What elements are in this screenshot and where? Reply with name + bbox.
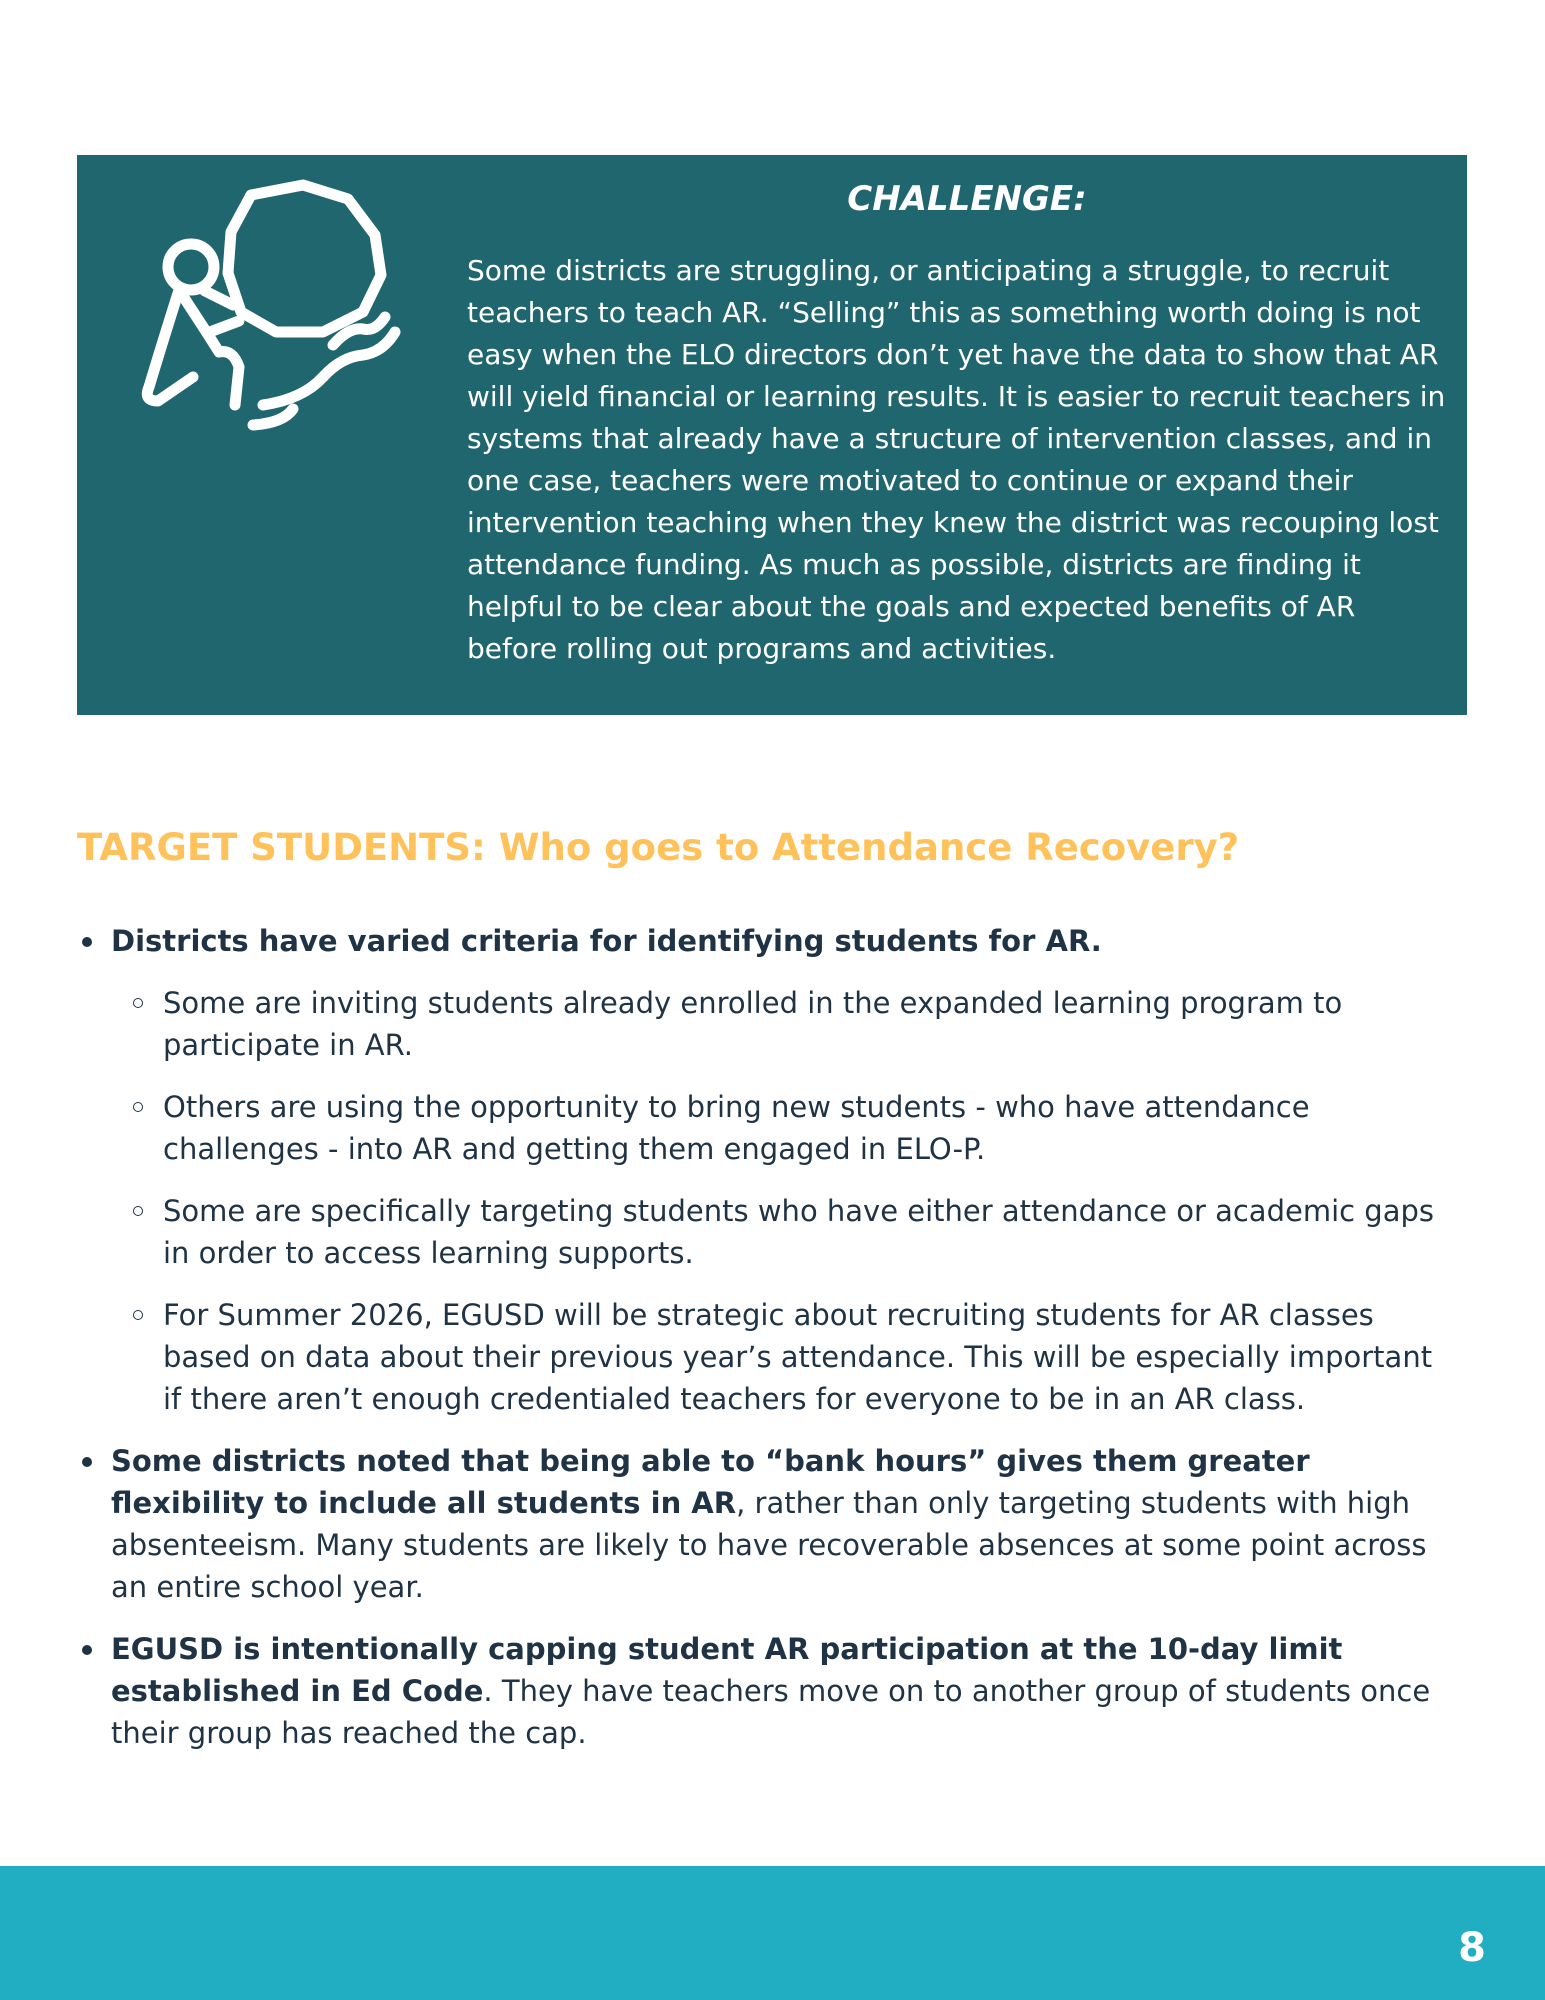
person-pushing-boulder-icon	[113, 177, 443, 447]
list-item	[77, 1628, 1457, 1754]
list-item	[77, 920, 1457, 1420]
list-item-bold: EGUSD is intentionally capping student AR participation at the 10-day limit established in Ed Code	[111, 1632, 1343, 1708]
list-item-text: , rather than only targeting students with high absenteeism. Many students are likely to have recoverable absences at some point across an entire school year.	[111, 1486, 1427, 1604]
list-item-bold: Some districts noted that being able to “bank hours” gives them greater flexibility to include all students in AR	[111, 1444, 1310, 1520]
challenge-box	[77, 155, 1467, 715]
section-heading: TARGET STUDENTS: Who goes to Attendance Recovery?	[77, 826, 1240, 869]
target-students-list	[77, 920, 1457, 1774]
challenge-title: CHALLENGE:	[847, 179, 1087, 219]
sub-list-item: Some are specifically targeting students who have either attendance or academic gaps in order to access learning supports.	[111, 1190, 1457, 1274]
footer-bar	[0, 1866, 1545, 2000]
sub-list	[111, 982, 1457, 1420]
challenge-body: Some districts are struggling, or anticipating a struggle, to recruit teachers to teach AR. “Selling” this as something worth doing is not easy when the ELO directors don’t yet have the data to show that AR will yield financial or learning results. It is easier to recruit teachers in systems that already have a structure of intervention classes, and in one case, teachers were motivated to continue or expand their intervention teaching when they knew the district was recouping lost attendance funding. As much as possible, districts are finding it helpful to be clear about the goals and expected benefits of AR before rolling out programs and activities.	[467, 254, 1446, 665]
list-item-text: . They have teachers move on to another group of students once their group has reached the cap.	[111, 1674, 1431, 1750]
list-item	[77, 1440, 1457, 1608]
sub-list-item: For Summer 2026, EGUSD will be strategic about recruiting students for AR classes based on data about their previous year’s attendance. This will be especially important if there aren’t enough credentialed teachers for everyone to be in an AR class.	[111, 1294, 1457, 1420]
sub-list-item: Others are using the opportunity to bring new students - who have attendance challenges - into AR and getting them engaged in ELO-P.	[111, 1086, 1457, 1170]
list-item-bold: Districts have varied criteria for identifying students for AR.	[111, 924, 1102, 958]
sub-list-item: Some are inviting students already enrolled in the expanded learning program to participate in AR.	[111, 982, 1457, 1066]
page-number: 8	[1458, 1925, 1486, 1971]
